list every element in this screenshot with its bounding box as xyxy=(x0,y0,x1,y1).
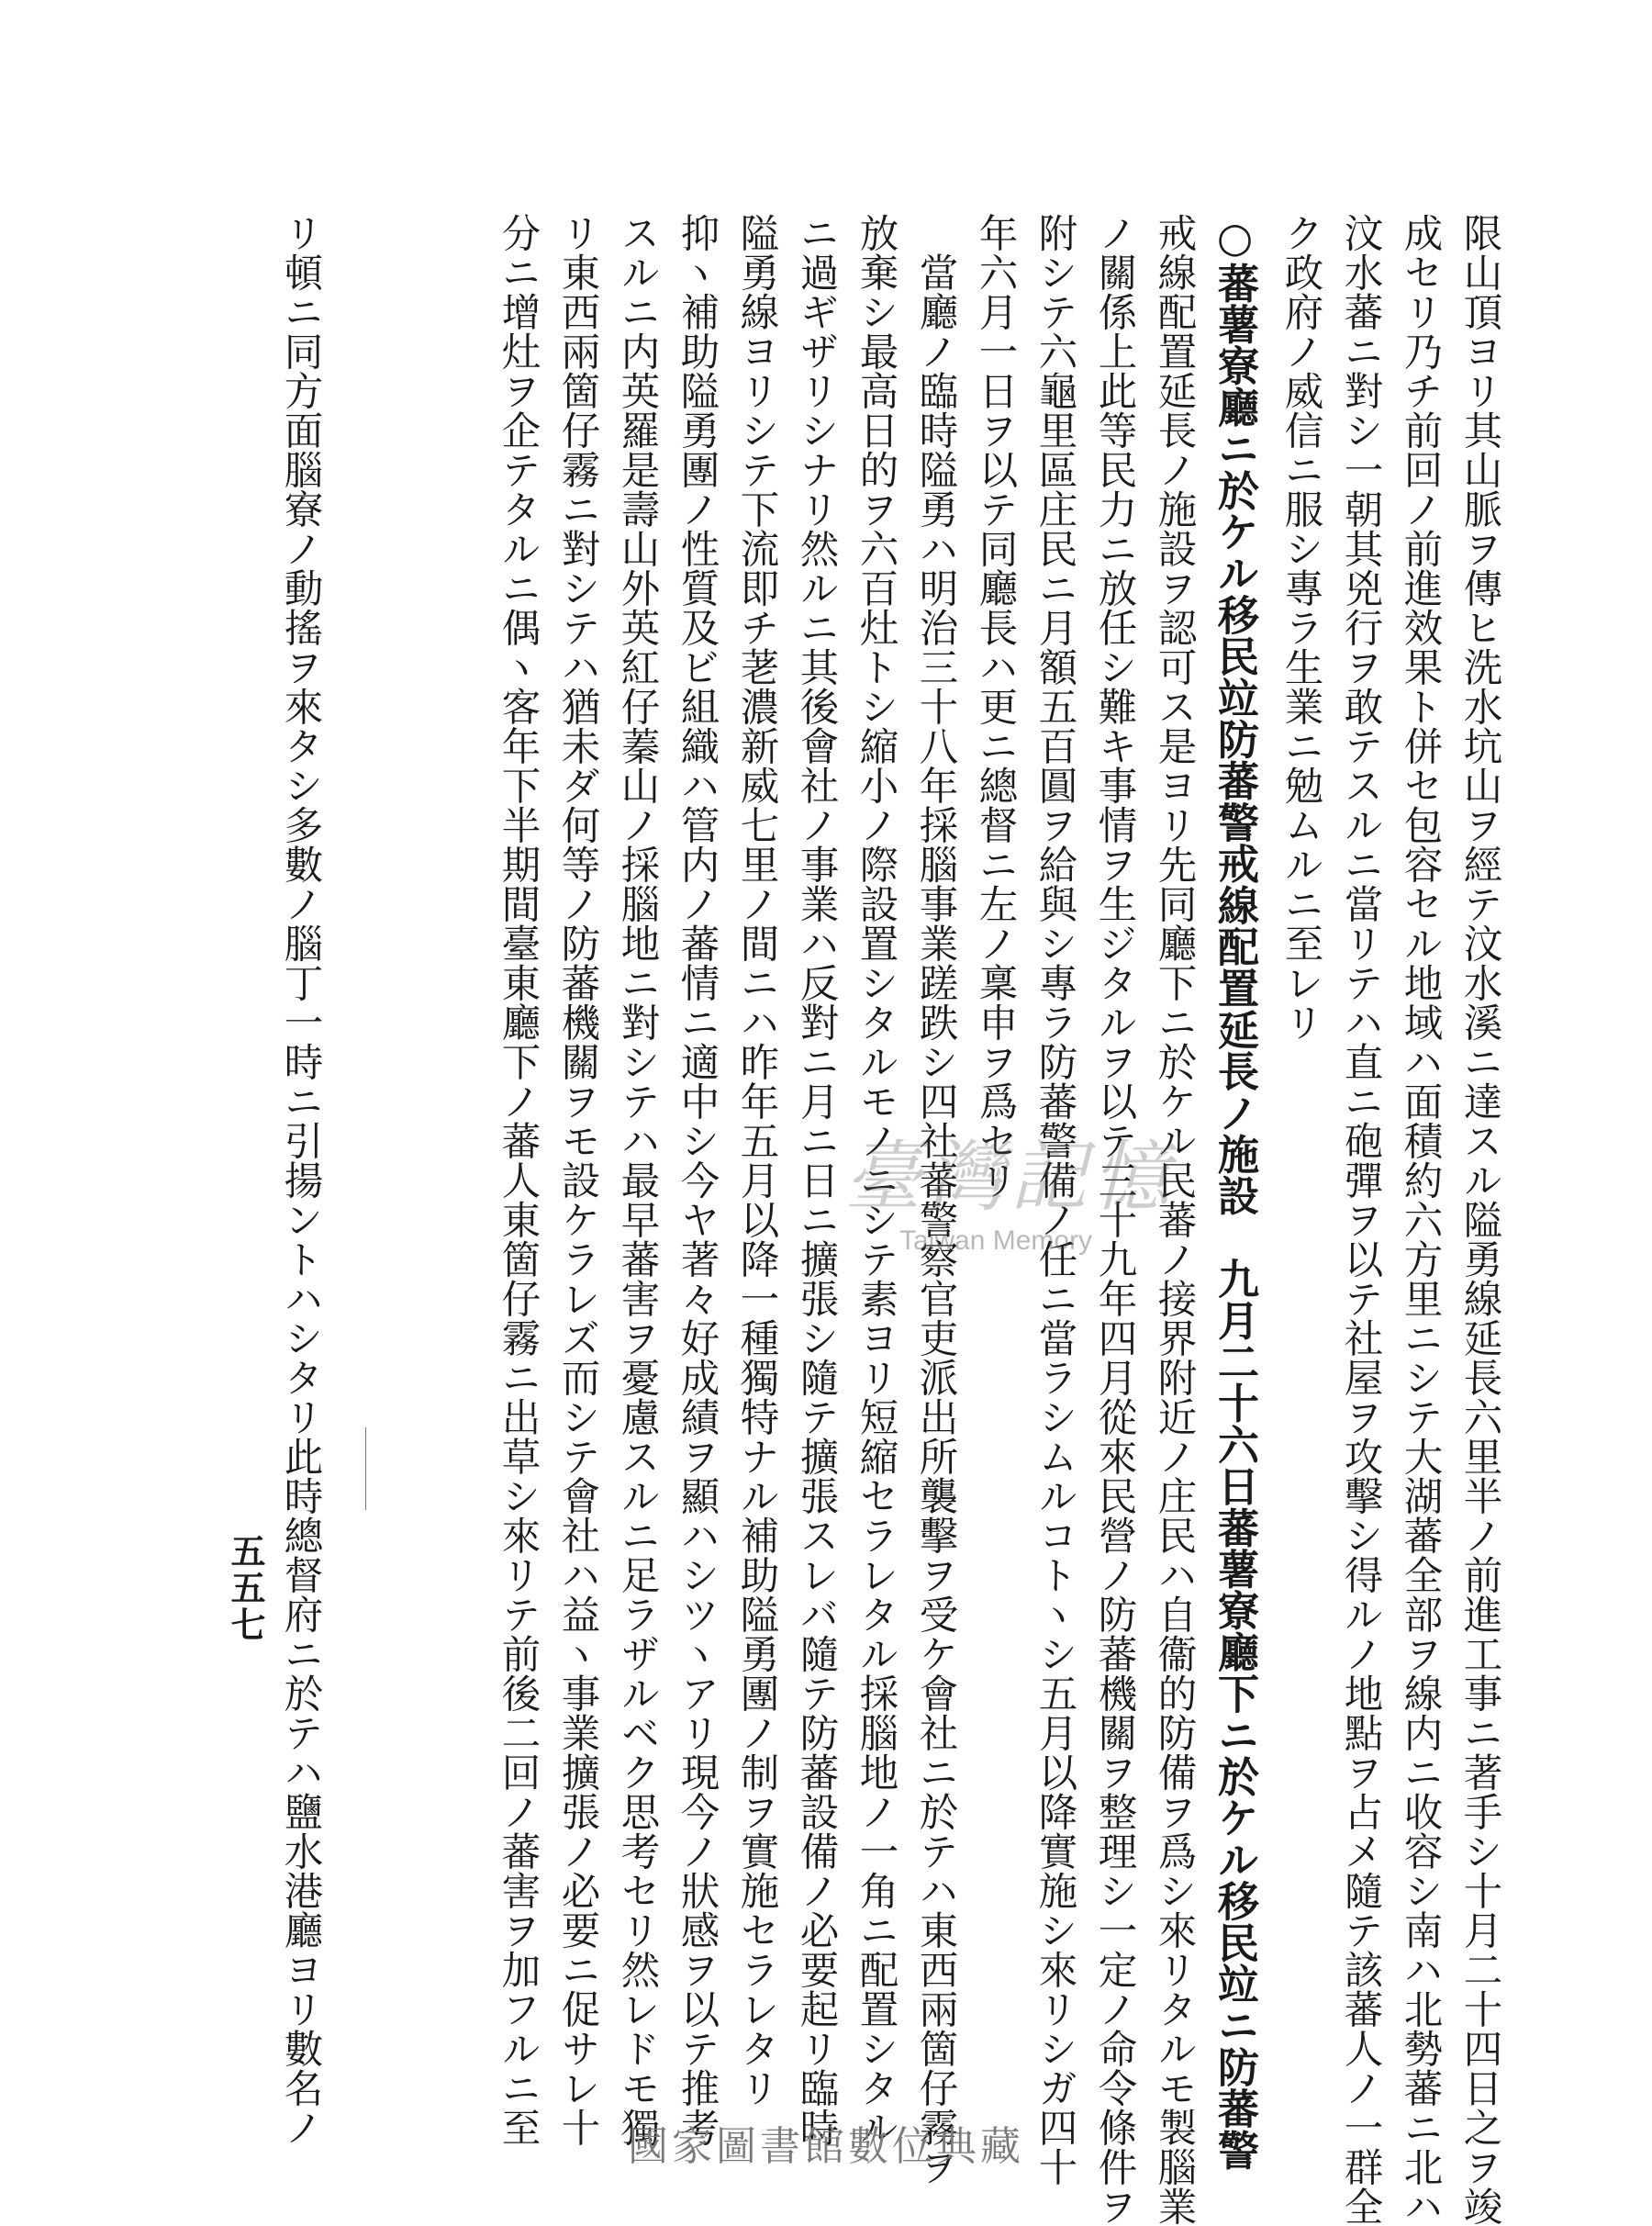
margin-mark xyxy=(365,1427,366,1510)
watermark-title: 臺灣記憶 xyxy=(844,1132,1176,1222)
section-heading: ○蕃薯寮廳ニ於ケル移民竝防蕃警戒線配置延長ノ施設 九月二十六日蕃薯寮廳下ニ於ケル移民竝ニ防蕃警 xyxy=(1211,213,1259,2171)
text-column-14: 抑ヽ補助隘勇團ノ性質及ビ組織ハ管内ノ蕃情ニ適中シ今ヤ著々好成績ヲ顯ハシツヽアリ現今ノ狀感ヲ以テ推考 xyxy=(674,213,720,2147)
text-column-4: ク政府ノ威信ニ服シ專ラ生業ニ勉ムルニ至レリ xyxy=(1278,213,1323,1042)
text-column-10: 當廳ノ臨時隘勇ハ明治三十八年採腦事業蹉跌シ四社蕃警察官吏派出所襲擊ヲ受ケ會社ニ於テハ東西兩箇仔霧ヲ xyxy=(912,213,958,2187)
text-column-2: 成セリ乃チ前回ノ前進效果ト併セ包容セル地域ハ面積約六方里ニシテ大湖蕃全部ヲ線内ニ收容シ南ハ北勢蕃ニ北ハ xyxy=(1397,213,1443,2226)
text-column-6: 戒線配置延長ノ施設ヲ認可ス是ヨリ先同廳下ニ於ケル民蕃ノ接界附近ノ庄民ハ自衞的防備ヲ爲シ來リタルモ製腦業 xyxy=(1151,213,1197,2226)
text-column-3: 汶水蕃ニ對シ一朝其兇行ヲ敢テスルニ當リテハ直ニ砲彈ヲ以テ社屋ヲ攻擊シ得ルノ地點ヲ占メ隨テ該蕃人ノ一群全 xyxy=(1337,213,1383,2226)
footer-credit: 國家圖書館數位典藏 xyxy=(628,2123,1024,2170)
text-column-7: ノ關係上此等民力ニ放任シ難キ事情ヲ生ジタルヲ以テ三十九年四月從來民營ノ防蕃機關ヲ整理シ一定ノ命令條件ヲ xyxy=(1091,213,1137,2226)
text-column-12: ニ過ギザリシナリ然ルニ其後會社ノ事業ハ反對ニ月ニ日ニ擴張シ隨テ擴張スレバ隨テ防蕃設備ノ必要起リ臨時 xyxy=(793,213,839,2147)
watermark-subtitle: Taiwan Memory xyxy=(899,1225,1093,1256)
page-number: 五五七 xyxy=(225,1533,266,1643)
text-column-18: リ頓ニ同方面腦寮ノ動搖ヲ來タシ多數ノ腦丁一時ニ引揚ントハシタリ此時總督府ニ於テハ鹽水港廳ヨリ數名ノ xyxy=(277,213,323,2147)
taiwan-memory-watermark xyxy=(844,1115,1303,1262)
text-column-11: 放棄シ最高日的ヲ六百灶トシ縮小ノ際設置シタルモノニシテ素ヨリ短縮セラレタル採腦地ノ一角ニ配置シタル xyxy=(853,213,899,2147)
text-column-17: 分ニ增灶ヲ企テタルニ偶ヽ客年下半期間臺東廳下ノ蕃人東箇仔霧ニ出草シ來リテ前後二回ノ蕃害ヲ加フルニ至 xyxy=(495,213,541,2147)
text-column-9: 年六月一日ヲ以テ同廳長ハ更ニ總督ニ左ノ稟申ヲ爲セリ xyxy=(972,213,1018,1200)
text-column-13: 隘勇線ヨリシテ下流即チ荖濃新威七里ノ間ニハ昨年五月以降一種獨特ナル補助隘勇團ノ制ヲ實施セラレタリ xyxy=(733,213,779,2108)
text-column-8: 附シテ六龜里區庄民ニ月額五百圓ヲ給與シ專ラ防蕃警備ノ任ニ當ラシムルコトヽシ五月以降實施シ來リシガ四十 xyxy=(1032,213,1077,2187)
text-column-15: スルニ内英羅是壽山外英紅仔蓁山ノ採腦地ニ對シテハ最早蕃害ヲ憂慮スルニ足ラザルベク思考セリ然レドモ獨 xyxy=(614,213,660,2147)
text-column-1: 限山頂ヨリ其山脈ヲ傳ヒ洗水坑山ヲ經テ汶水溪ニ達スル隘勇線延長六里半ノ前進工事ニ著手シ十月二十四日之ヲ竣 xyxy=(1457,213,1502,2226)
text-column-16: リ東西兩箇仔霧ニ對シテハ猶未ダ何等ノ防蕃機關ヲモ設ケラレズ而シテ會社ハ益ヽ事業擴張ノ必要ニ促サレ十 xyxy=(554,213,600,2147)
